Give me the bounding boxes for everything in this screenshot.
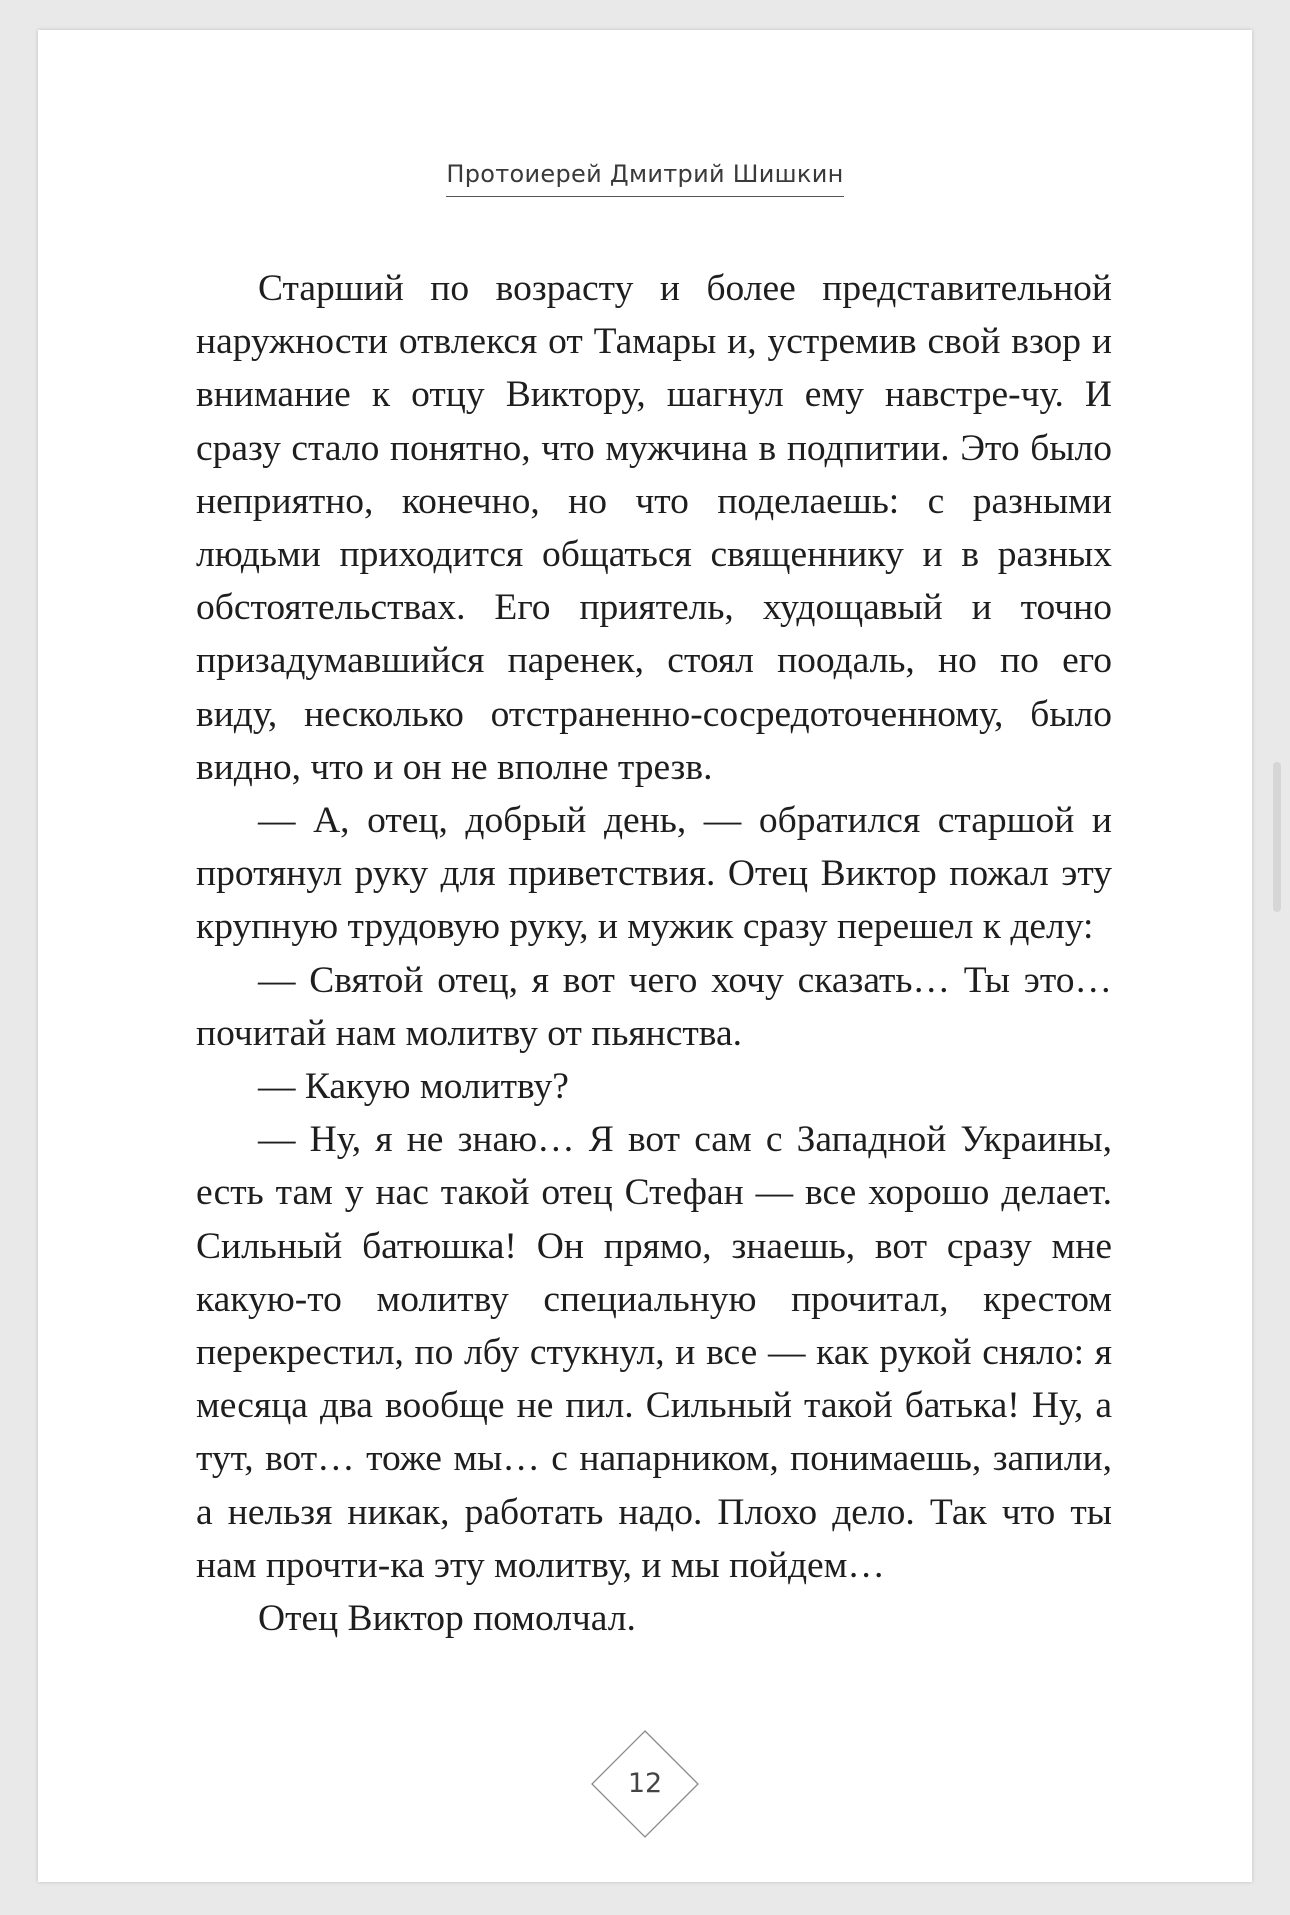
page-number: 12 bbox=[627, 1768, 663, 1799]
paragraph: Отец Виктор помолчал. bbox=[258, 1598, 636, 1640]
paragraph: Старший по возрасту и более представительной наружности отвлекся от Тамары и, устремив свой взор и внимание к отцу Виктору, шагнул ему навстре-чу. И сразу стало понятно, что мужчина в подпитии. Это было неприятно, конечно, но что поделаешь: с разными людьми приходится общаться священнику и в разных обстоятельствах. Его приятель, худощавый и точно призадумавшийся паренек, стоял поодаль, но по его виду, несколько отстраненно-сосредоточенному, было видно, что и он не вполне трезв. bbox=[196, 268, 1112, 788]
author-name: Протоиерей Дмитрий Шишкин bbox=[446, 160, 843, 197]
body-text bbox=[196, 262, 1112, 1645]
paragraph: — Ну, я не знаю… Я вот сам с Западной Украины, есть там у нас такой отец Стефан — все хорошо делает. Сильный батюшка! Он прямо, знаешь, вот сразу мне какую-то молитву специальную прочитал, крестом перекрестил, по лбу стукнул, и все — как рукой сняло: я месяца два вообще не пил. Сильный такой батька! Ну, а тут, вот… тоже мы… с напарником, понимаешь, запили, а нельзя никак, работать надо. Плохо дело. Так что ты нам прочти-ка эту молитву, и мы пойдем… bbox=[196, 1119, 1112, 1586]
page-number-badge bbox=[591, 1730, 699, 1838]
scrollbar[interactable] bbox=[1273, 762, 1281, 912]
paragraph: — Какую молитву? bbox=[258, 1066, 569, 1108]
paragraph: — Святой отец, я вот чего хочу сказать… Ты это… почитай нам молитву от пьянства. bbox=[196, 959, 1112, 1054]
running-header bbox=[38, 160, 1252, 197]
paragraph: — А, отец, добрый день, — обратился старшой и протянул руку для приветствия. Отец Виктор пожал эту крупную трудовую руку, и мужик сразу перешел к делу: bbox=[196, 800, 1112, 948]
book-page bbox=[38, 30, 1252, 1882]
